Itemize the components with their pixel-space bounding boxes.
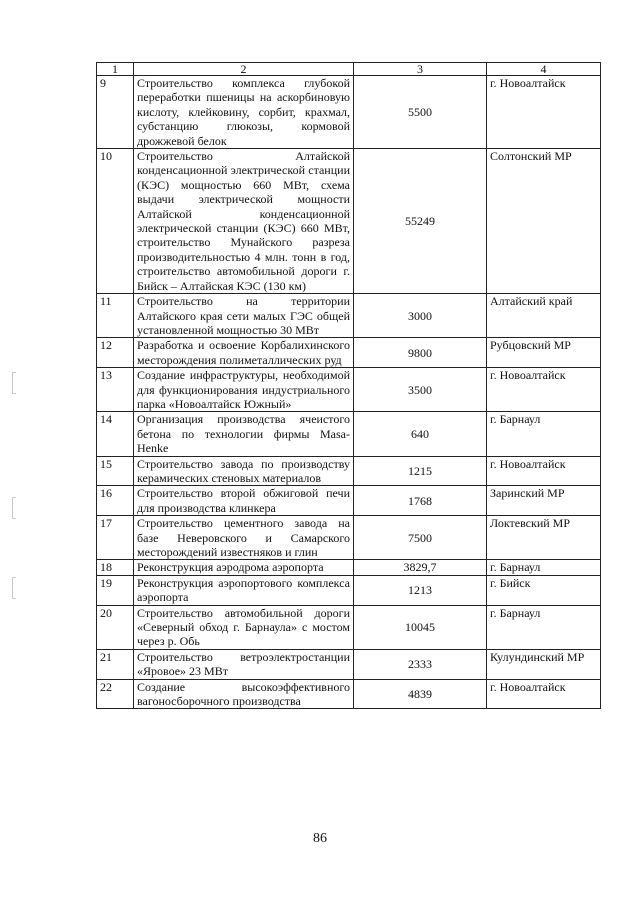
project-description: Создание инфраструктуры, необходимой для функционирования индустриального парка «Новоалтайск Южный» [134, 368, 354, 412]
project-description: Строительство комплекса глубокой переработки пшеницы на аскорбиновую кислоту, клейковину, сорбит, крахмал, субстанцию глюкозы, кормовой дрожжевой белок [134, 76, 354, 149]
project-cost: 3829,7 [354, 560, 487, 575]
table-row [97, 338, 601, 368]
project-description: Строительство ветроэлектростанции «Яровое» 23 МВт [134, 649, 354, 679]
table-row [97, 368, 601, 412]
project-description: Строительство второй обжиговой печи для производства клинкера [134, 486, 354, 516]
table-row [97, 605, 601, 649]
project-description: Реконструкция аэродрома аэропорта [134, 560, 354, 575]
project-cost: 3000 [354, 294, 487, 338]
project-cost: 1215 [354, 456, 487, 486]
project-location: г. Новоалтайск [487, 368, 601, 412]
row-number: 16 [97, 486, 134, 516]
project-cost: 9800 [354, 338, 487, 368]
row-number: 20 [97, 605, 134, 649]
project-cost: 3500 [354, 368, 487, 412]
table-row [97, 456, 601, 486]
project-description: Организация производства ячеистого бетона по технологии фирмы Masa-Henke [134, 412, 354, 456]
row-number: 10 [97, 149, 134, 294]
project-location: Кулундинский МР [487, 649, 601, 679]
project-description: Строительство Алтайской конденсационной электрической станции (КЭС) мощностью 660 МВт, схема выдачи электрической мощности Алтайской конденсационной электрической станции (КЭС) 660 МВт, строительство Мунайского разреза производительностью 4 млн. тонн в год, строительство автомобильной дороги г. Бийск – Алтайская КЭС (130 км) [134, 149, 354, 294]
project-location: Рубцовский МР [487, 338, 601, 368]
project-description: Строительство завода по производству керамических стеновых материалов [134, 456, 354, 486]
row-number: 13 [97, 368, 134, 412]
project-location: г. Барнаул [487, 605, 601, 649]
project-location: г. Новоалтайск [487, 679, 601, 709]
project-cost: 10045 [354, 605, 487, 649]
row-number: 12 [97, 338, 134, 368]
column-header: 4 [487, 63, 601, 76]
table-row [97, 649, 601, 679]
project-location: г. Барнаул [487, 560, 601, 575]
project-location: г. Новоалтайск [487, 456, 601, 486]
row-number: 14 [97, 412, 134, 456]
table-row [97, 679, 601, 709]
project-description: Создание высокоэффективного вагоносборочного производства [134, 679, 354, 709]
project-cost: 5500 [354, 76, 487, 149]
table-row [97, 516, 601, 560]
column-header: 3 [354, 63, 487, 76]
project-cost: 1768 [354, 486, 487, 516]
project-location: г. Барнаул [487, 412, 601, 456]
table-row [97, 149, 601, 294]
table-row [97, 575, 601, 605]
project-location: Локтевский МР [487, 516, 601, 560]
binding-mark [12, 497, 16, 519]
row-number: 22 [97, 679, 134, 709]
page-number: 86 [313, 831, 327, 846]
project-description: Строительство на территории Алтайского края сети малых ГЭС общей установленной мощностью 30 МВт [134, 294, 354, 338]
row-number: 21 [97, 649, 134, 679]
row-number: 11 [97, 294, 134, 338]
row-number: 17 [97, 516, 134, 560]
table-row [97, 412, 601, 456]
table-row [97, 486, 601, 516]
project-description: Строительство автомобильной дороги «Северный обход г. Барнаула» с мостом через р. Обь [134, 605, 354, 649]
column-header: 1 [97, 63, 134, 76]
binding-mark [12, 372, 16, 394]
project-cost: 55249 [354, 149, 487, 294]
project-cost: 4839 [354, 679, 487, 709]
project-location: г. Бийск [487, 575, 601, 605]
project-location: Заринский МР [487, 486, 601, 516]
column-header: 2 [134, 63, 354, 76]
project-description: Строительство цементного завода на базе Неверовского и Самарского месторождений известняков и глин [134, 516, 354, 560]
binding-mark [12, 577, 16, 599]
project-cost: 2333 [354, 649, 487, 679]
project-description: Разработка и освоение Корбалихинского месторождения полиметаллических руд [134, 338, 354, 368]
project-cost: 640 [354, 412, 487, 456]
table-row [97, 76, 601, 149]
row-number: 15 [97, 456, 134, 486]
project-location: Алтайский край [487, 294, 601, 338]
table-row [97, 294, 601, 338]
row-number: 9 [97, 76, 134, 149]
table-row [97, 560, 601, 575]
project-location: г. Новоалтайск [487, 76, 601, 149]
investment-projects-table [96, 62, 601, 709]
project-cost: 7500 [354, 516, 487, 560]
project-location: Солтонский МР [487, 149, 601, 294]
row-number: 19 [97, 575, 134, 605]
row-number: 18 [97, 560, 134, 575]
column-number-row [97, 63, 601, 76]
project-description: Реконструкция аэропортового комплекса аэропорта [134, 575, 354, 605]
project-cost: 1213 [354, 575, 487, 605]
